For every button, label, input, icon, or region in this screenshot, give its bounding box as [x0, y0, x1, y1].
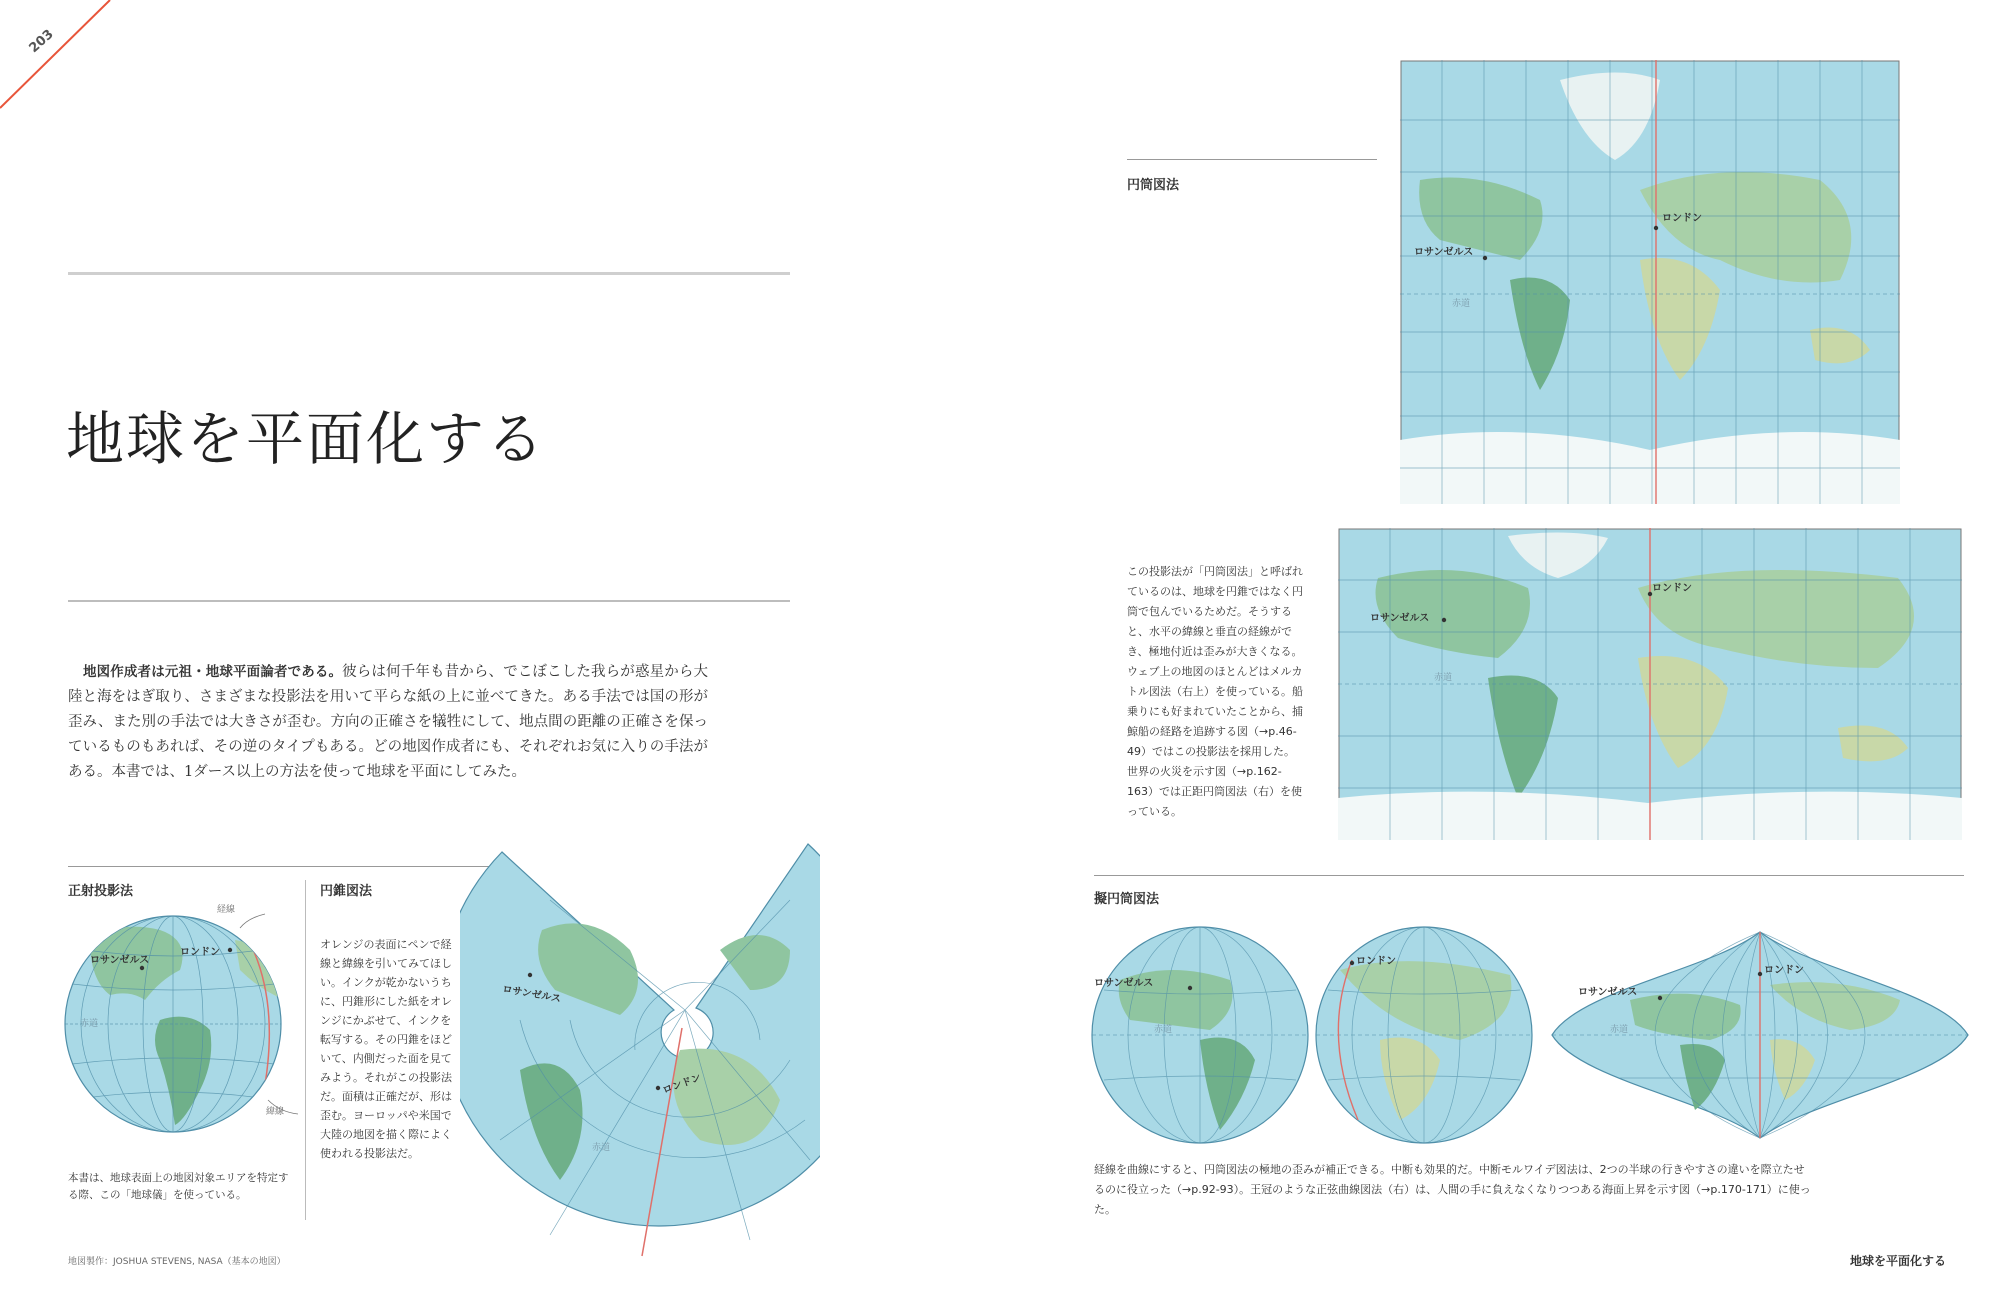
conic-los-angeles-label: ロサンゼルス — [501, 983, 562, 1006]
cylindrical-heading: 円筒図法 — [1127, 178, 1180, 193]
pseudocylindrical-rule — [1094, 875, 1964, 876]
running-footer: 地球を平面化する — [1850, 1254, 1947, 1268]
ortho-equator-label: 赤道 — [80, 1019, 99, 1029]
mollweide-equator-label: 赤道 — [1154, 1025, 1173, 1035]
ortho-parallel-callout: 緯線 — [266, 1107, 285, 1117]
conic-divider — [305, 880, 306, 1220]
cylindrical-text: この投影法が「円筒図法」と呼ばれているのは、地球を円錐ではなく円筒で包んでいるためだ。そうすると、水平の緯線と垂直の経線ができ、極地付近は歪みが大きくなる。ウェブ上の地図のほとんどはメルカトル図法（右上）を使っている。船乗りにも好まれていたことから、捕鯨船の経路を追跡する図（→p.46-49）ではこの投影法を採用した。世界の火災を示す図（→p.162-163）では正距円筒図法（右）を使っている。 — [1127, 565, 1303, 818]
equirect-los-angeles-label: ロサンゼルス — [1370, 613, 1430, 624]
cylindrical-rule — [1127, 159, 1377, 160]
equirectangular-map — [1338, 528, 1962, 840]
mollweide-london-label: ロンドン — [1356, 956, 1396, 967]
page-number: 203 — [26, 26, 57, 57]
ortho-meridian-callout: 経線 — [217, 905, 236, 915]
mercator-los-angeles-label: ロサンゼルス — [1414, 247, 1474, 258]
page-corner-marker — [0, 0, 130, 110]
ortho-caption: 本書は、地球表面上の地図対象エリアを特定する際、この「地球儀」を使っている。 — [68, 1172, 289, 1201]
equirect-london-label: ロンドン — [1652, 583, 1692, 594]
mercator-equator-label: 赤道 — [1452, 299, 1471, 309]
intro-lead: 地図作成者は元祖・地球平面論者である。 — [83, 664, 343, 680]
conic-london-label: ロンドン — [661, 1072, 703, 1097]
sinusoidal-los-angeles-label: ロサンゼルス — [1578, 987, 1638, 998]
intro-text: 彼らは何千年も昔から、でこぼこした我らが惑星から大陸と海をはぎ取り、さまざまな投影法を用いて平らな紙の上に並べてきた。ある手法では国の形が歪み、また別の手法では大きさが歪む。方向の正確さを犠牲にして、地点間の距離の正確さを保っているものもあれば、その逆のタイプもある。どの地図作成者にも、それぞれお気に入りの手法がある。本書では、1ダース以上の方法を使って地球を平面にしてみた。 — [68, 664, 709, 780]
ortho-london-label: ロンドン — [180, 947, 220, 958]
sinusoidal-london-label: ロンドン — [1764, 965, 1804, 976]
map-credit: 地図製作：JOSHUA STEVENS, NASA（基本の地図） — [68, 1257, 286, 1267]
page-title: 地球を平面化する — [66, 405, 547, 473]
mercator-london-label: ロンドン — [1662, 213, 1702, 224]
conic-text: オレンジの表面にペンで経線と緯線を引いてみてほしい。インクが乾かないうちに、円錐形にした紙をオレンジにかぶせて、インクを転写する。その円錐をほどいて、内側だった面を見てみよう。それがこの投影法だ。面積は正確だが、形は歪む。ヨーロッパや米国で大陸の地図を描く際によく使われる投影法だ。 — [320, 938, 452, 1160]
sinusoidal-equator-label: 赤道 — [1610, 1025, 1629, 1035]
corner-diagonal-line — [0, 0, 130, 110]
pseudocylindrical-text: 経線を曲線にすると、円筒図法の極地の歪みが補正できる。中断も効果的だ。中断モルワイデ図法は、2つの半球の行きやすさの違いを際立たせるのに役立った（→p.92-93）。王冠のような正弦曲線図法（右）は、人間の手に負えなくなりつつある海面上昇を示す図（→p.170-171）に使った。 — [1094, 1163, 1811, 1216]
equirect-equator-label: 赤道 — [1434, 673, 1453, 683]
mollweide-los-angeles-label: ロサンゼルス — [1094, 978, 1154, 989]
pseudocylindrical-heading: 擬円筒図法 — [1094, 892, 1160, 907]
title-bottom-rule — [68, 600, 790, 602]
title-top-rule — [68, 272, 790, 275]
conic-projection-map — [460, 840, 820, 1260]
intro-paragraph — [68, 660, 708, 785]
ortho-rule — [68, 866, 490, 867]
ortho-los-angeles-label: ロサンゼルス — [90, 955, 150, 966]
mercator-map — [1400, 60, 1900, 504]
conic-equator-label: 赤道 — [592, 1143, 611, 1153]
conic-heading: 円錐図法 — [320, 884, 373, 899]
ortho-heading: 正射投影法 — [68, 884, 134, 899]
